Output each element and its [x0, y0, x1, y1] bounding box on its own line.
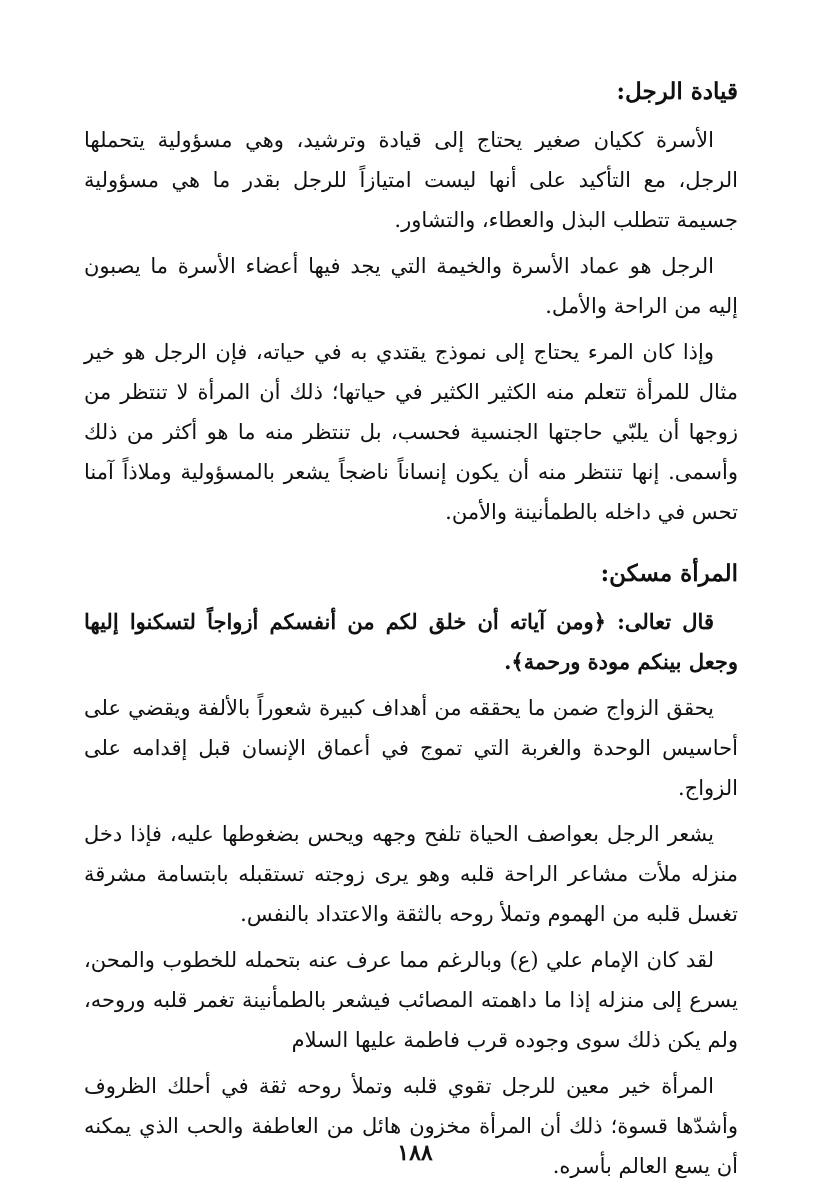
section-heading-leadership: قيادة الرجل: [616, 78, 738, 105]
paragraph: الأسرة ككيان صغير يحتاج إلى قيادة وترشيد، وهي مسؤولية يتحملها الرجل، مع التأكيد على أنها ليست امتيازاً للرجل بقدر ما هي مسؤولية جسيمة تتطلب البذل والعطاء، والتشاور. [84, 128, 738, 232]
paragraph: لقد كان الإمام علي (ع) وبالرغم مما عرف عنه بتحمله للخطوب والمحن، يسرع إلى منزله إذا ما داهمته المصائب فيشعر بالطمأنينة تغمر قلبه وروحه، ولم يكن ذلك سوى وجوده قرب فاطمة عليها السلام [84, 948, 738, 1052]
section-heading-woman-dwelling: المرأة مسكن: [600, 560, 738, 587]
section-spacer [84, 538, 738, 554]
paragraph: وإذا كان المرء يحتاج إلى نموذج يقتدي به في حياته، فإن الرجل هو خير مثال للمرأة تتعلم منه الكثير الكثير في حياتها؛ ذلك أن المرأة لا تنتظر من زوجها أن يلبّي حاجتها الجنسية فحسب، بل تنتظر منه ما هو أكثر من ذلك وأسمى. إنها تنتظر منه أن يكون إنساناً ناضجاً يشعر بالمسؤولية وملاذاً آمنا تحس في داخله بالطمأنينة والأمن. [84, 340, 738, 524]
quran-verse: ﴿ومن آياته أن خلق لكم من أنفسكم أزواجاً لتسكنوا إليها وجعل بينكم مودة ورحمة﴾ [84, 609, 738, 674]
verse-end: . [504, 649, 512, 674]
page-body [84, 72, 738, 1192]
paragraph: الرجل هو عماد الأسرة والخيمة التي يجد فيها أعضاء الأسرة ما يصبون إليه من الراحة والأمل. [84, 254, 738, 318]
page-number: ١٨٨ [397, 1140, 433, 1166]
paragraph: يشعر الرجل بعواصف الحياة تلفح وجهه ويحس بضغوطها عليه، فإذا دخل منزله ملأت مشاعر الراحة قلبه وهو يرى زوجته تستقبله بابتسامة مشرقة تغسل قلبه من الهموم وتملأ روحه بالثقة والاعتداد بالنفس. [84, 822, 738, 926]
paragraph-closing: المرأة خير معين للرجل تقوي قلبه وتملأ روحه ثقة في أحلك الظروف وأشدّها قسوة؛ ذلك أن المرأة مخزون هائل من العاطفة والحب الذي يمكنه أن يسع العالم بأسره. [84, 1074, 738, 1178]
verse-intro: قال تعالى: [605, 609, 714, 634]
paragraph: يحقق الزواج ضمن ما يحققه من أهداف كبيرة شعوراً بالألفة ويقضي على أحاسيس الوحدة والغربة التي تموج في أعماق الإنسان قبل إقدامه على الزواج. [84, 696, 738, 800]
quran-verse-paragraph [84, 602, 738, 682]
